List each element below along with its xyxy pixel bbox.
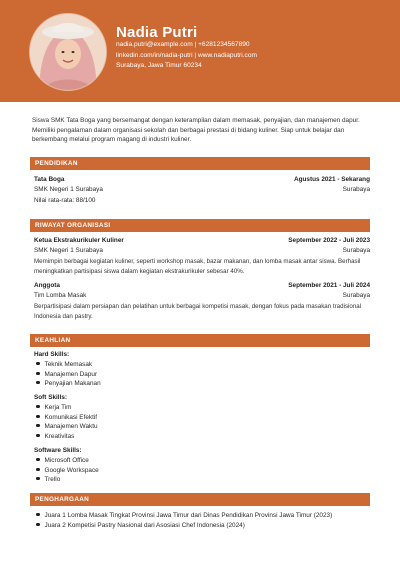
education-period: Agustus 2021 - Sekarang	[293, 176, 370, 183]
list-item: Google Workspace	[36, 468, 99, 474]
org-name: SMK Negeri 1 Surabaya	[34, 247, 103, 254]
list-item: Teknik Memasak	[36, 362, 92, 368]
org-period: September 2021 - Juli 2024	[288, 282, 370, 289]
org-description: Memimpin berbagai kegiatan kuliner, seperti workshop masak, bazar makanan, dan lomba masak antar siswa. Berhasil meningkatkan partisipasi siswa dalam kegiatan ekstrakurikuler sebesar 40%.	[34, 258, 361, 275]
resume-header	[0, 0, 400, 102]
org-name: Tim Lomba Masak	[34, 292, 87, 299]
section-header-skills: KEAHLIAN	[30, 334, 370, 347]
list-item: Manajemen Waktu	[36, 424, 98, 430]
bullet-icon	[36, 458, 40, 462]
bullet-icon	[36, 362, 40, 366]
bullet-icon	[36, 523, 40, 527]
list-item: Komunikasi Efektif	[36, 415, 97, 421]
list-item: Kreativitas	[36, 434, 74, 440]
contact-email-phone: nadia.putri@example.com | +6281234567890	[116, 41, 250, 48]
list-item: Juara 1 Lomba Masak Tingkat Provinsi Jawa Timur dari Dinas Pendidikan Provinsi Jawa Timur (2023)	[36, 513, 332, 519]
profile-photo	[29, 13, 107, 91]
bullet-icon	[36, 415, 40, 419]
list-item: Manajemen Dapur	[36, 372, 97, 378]
list-item: Kerja Tim	[36, 405, 72, 411]
bullet-icon	[36, 424, 40, 428]
education-city: Surabaya	[342, 186, 370, 193]
list-item: Trello	[36, 477, 60, 483]
contact-links: linkedin.com/in/nadia-putri | www.nadiaputri.com	[116, 52, 257, 59]
education-school: SMK Negeri 1 Surabaya	[34, 186, 103, 193]
section-header-organization: RIWAYAT ORGANISASI	[30, 219, 370, 232]
org-role: Anggota	[34, 282, 60, 289]
profile-summary: Siswa SMK Tata Boga yang bersemangat dengan keterampilan dalam memasak, penyajian, dan manajemen dapur. Memiliki pengalaman dalam organisasi sekolah dan berbagai prestasi di bidang kuliner. Siap untuk belajar dan berkembang melalui program magang di industri kuliner.	[32, 117, 360, 143]
hard-skills-label: Hard Skills:	[34, 351, 70, 358]
list-item: Penyajian Makanan	[36, 381, 101, 387]
org-description: Berpartisipasi dalam persiapan dan pelatihan untuk berbagai kompetisi masak, dengan fokus pada masakan tradisional Indonesia dan pastry.	[34, 303, 362, 320]
org-period: September 2022 - Juli 2023	[288, 237, 370, 244]
list-item: Microsoft Office	[36, 458, 89, 464]
education-grade: Nilai rata-rata: 88/100	[34, 197, 96, 204]
section-header-awards: PENGHARGAAN	[30, 493, 370, 506]
soft-skills-label: Soft Skills:	[34, 394, 68, 401]
list-item: Juara 2 Kompetisi Pastry Nasional dari Asosiasi Chef Indonesia (2024)	[36, 523, 245, 529]
bullet-icon	[36, 513, 40, 517]
bullet-icon	[36, 434, 40, 438]
org-city: Surabaya	[342, 247, 370, 254]
org-city: Surabaya	[342, 292, 370, 299]
candidate-name: Nadia Putri	[116, 24, 198, 41]
bullet-icon	[36, 477, 40, 481]
bullet-icon	[36, 372, 40, 376]
bullet-icon	[36, 405, 40, 409]
contact-address: Surabaya, Jawa Timur 60234	[116, 62, 202, 69]
bullet-icon	[36, 381, 40, 385]
software-skills-label: Software Skills:	[34, 447, 82, 454]
section-header-education: PENDIDIKAN	[30, 157, 370, 170]
bullet-icon	[36, 468, 40, 472]
education-program: Tata Boga	[34, 176, 65, 183]
org-role: Ketua Ekstrakurikuler Kuliner	[34, 237, 124, 244]
